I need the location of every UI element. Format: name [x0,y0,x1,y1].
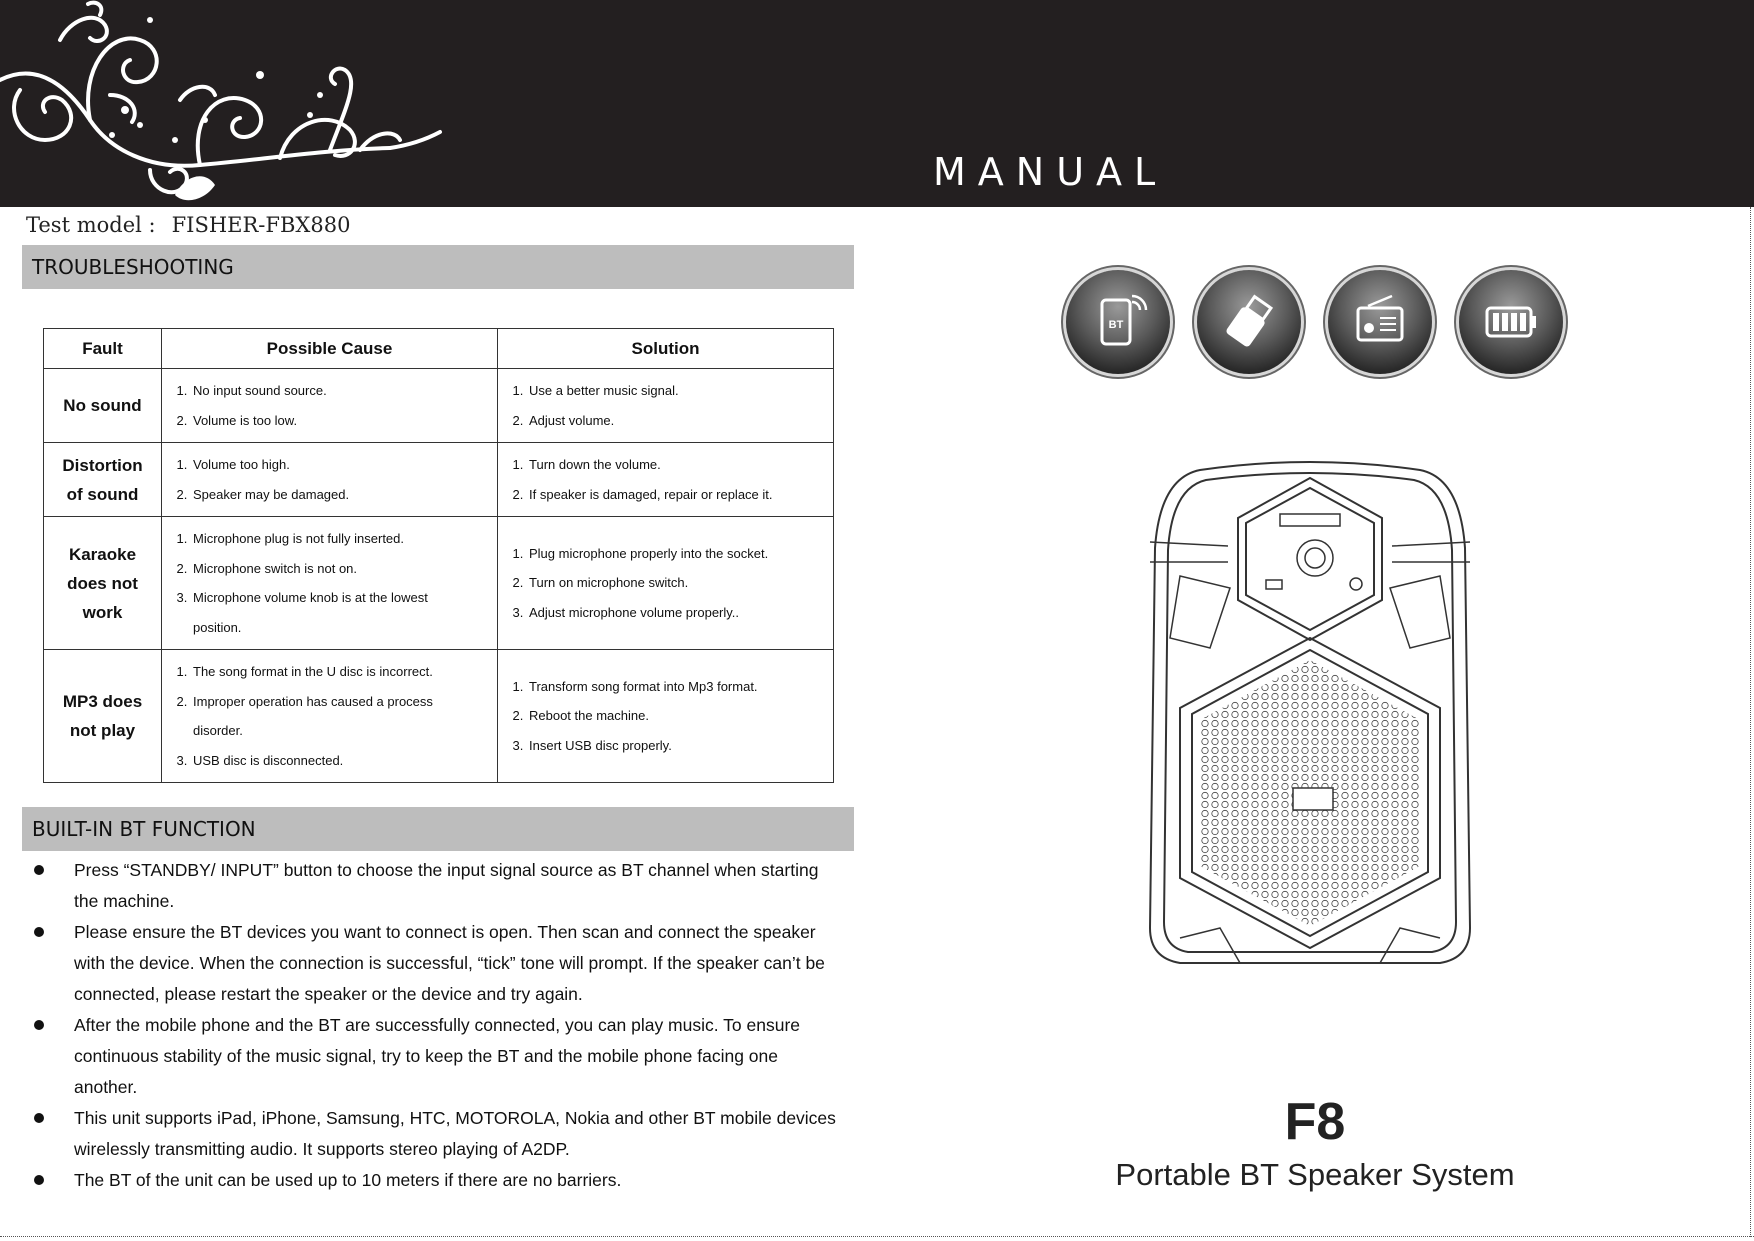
bt-function-heading: BUILT-IN BT FUNCTION [22,807,854,851]
solution-item: 3. Insert USB disc properly. [527,731,832,761]
floral-swirl-ornament [0,0,445,207]
test-model-label: Test model : [26,213,156,237]
fault-cell [44,443,162,517]
solution-item: 1. Use a better music signal. [527,376,832,406]
radio-icon [1328,270,1432,374]
solution-cell [498,650,834,783]
cause-item: 3. Microphone volume knob is at the lowest position. [191,583,458,642]
cause-item: 2. Microphone switch is not on. [191,554,496,584]
cause-item: 2. Improper operation has caused a process disorder. [191,687,463,746]
solution-item: 2. If speaker is damaged, repair or replace it. [527,480,832,510]
cause-item: 2. Volume is too low. [191,406,496,436]
fault-cell [44,650,162,783]
table-header-row [44,329,834,369]
header-band [0,0,1754,207]
cause-cell [162,650,498,783]
cause-item: 3. USB disc is disconnected. [191,746,496,776]
bt-function-list [34,855,844,1196]
solution-item: 2. Turn on microphone switch. [527,568,832,598]
manual-title: MANUAL [933,150,1168,194]
solution-cell [498,443,834,517]
cause-cell [162,443,498,517]
cause-item: 2. Speaker may be damaged. [191,480,496,510]
list-item: This unit supports iPad, iPhone, Samsung, HTC, MOTOROLA, Nokia and other BT mobile devices wirelessly transmitting audio. It supports stereo playing of A2DP. [34,1103,844,1165]
solution-item: 2. Adjust volume. [527,406,832,436]
troubleshooting-table [43,328,834,783]
cause-cell [162,369,498,443]
fault-cell [44,369,162,443]
test-model-line [26,213,350,237]
bt-phone-icon [1066,270,1170,374]
solution-cell [498,517,834,650]
list-item: The BT of the unit can be used up to 10 meters if there are no barriers. [34,1165,844,1196]
test-model-value: FISHER-FBX880 [171,213,351,237]
cause-item: 1. Microphone plug is not fully inserted. [191,524,496,554]
table-row [44,650,834,783]
solution-cell [498,369,834,443]
solution-item: 3. Adjust microphone volume properly.. [527,598,832,628]
cause-cell [162,517,498,650]
cause-item: 1. The song format in the U disc is incorrect. [191,657,496,687]
fault-label: No sound [63,396,142,415]
solution-item: 1. Plug microphone properly into the socket. [527,539,832,569]
column-header-fault: Fault [44,329,162,369]
solution-item: 2. Reboot the machine. [527,701,832,731]
fault-label: Distortion of sound [62,455,143,504]
table-row [44,369,834,443]
speaker-illustration [1140,458,1480,1013]
list-item: Press “STANDBY/ INPUT” button to choose the input signal source as BT channel when starting the machine. [34,855,844,917]
column-header-solution: Solution [498,329,834,369]
list-item: Please ensure the BT devices you want to connect is open. Then scan and connect the speaker with the device. When the connection is successful, “tick” tone will prompt. If the speaker can’t be connected, please restart the speaker or the device and try again. [34,917,844,1010]
column-header-cause: Possible Cause [162,329,498,369]
table-row [44,517,834,650]
solution-item: 1. Turn down the volume. [527,450,832,480]
list-item: After the mobile phone and the BT are successfully connected, you can play music. To ensure continuous stability of the music signal, try to keep the BT and the mobile phone facing one another. [34,1010,844,1103]
cause-item: 1. No input sound source. [191,376,496,406]
product-name: Portable BT Speaker System [1115,1157,1515,1192]
page-edge [1750,207,1751,1237]
troubleshooting-heading: TROUBLESHOOTING [22,245,854,289]
page-divider [0,1236,1754,1237]
battery-icon [1459,270,1563,374]
fault-label: Karaoke does not work [67,544,138,622]
cause-item: 1. Volume too high. [191,450,496,480]
table-row [44,443,834,517]
solution-item: 1. Transform song format into Mp3 format. [527,672,832,702]
usb-icon [1197,270,1301,374]
fault-cell [44,517,162,650]
bt-icon-label: BT [1108,319,1124,331]
fault-label: MP3 does not play [62,692,143,740]
product-model: F8 [1284,1093,1346,1151]
